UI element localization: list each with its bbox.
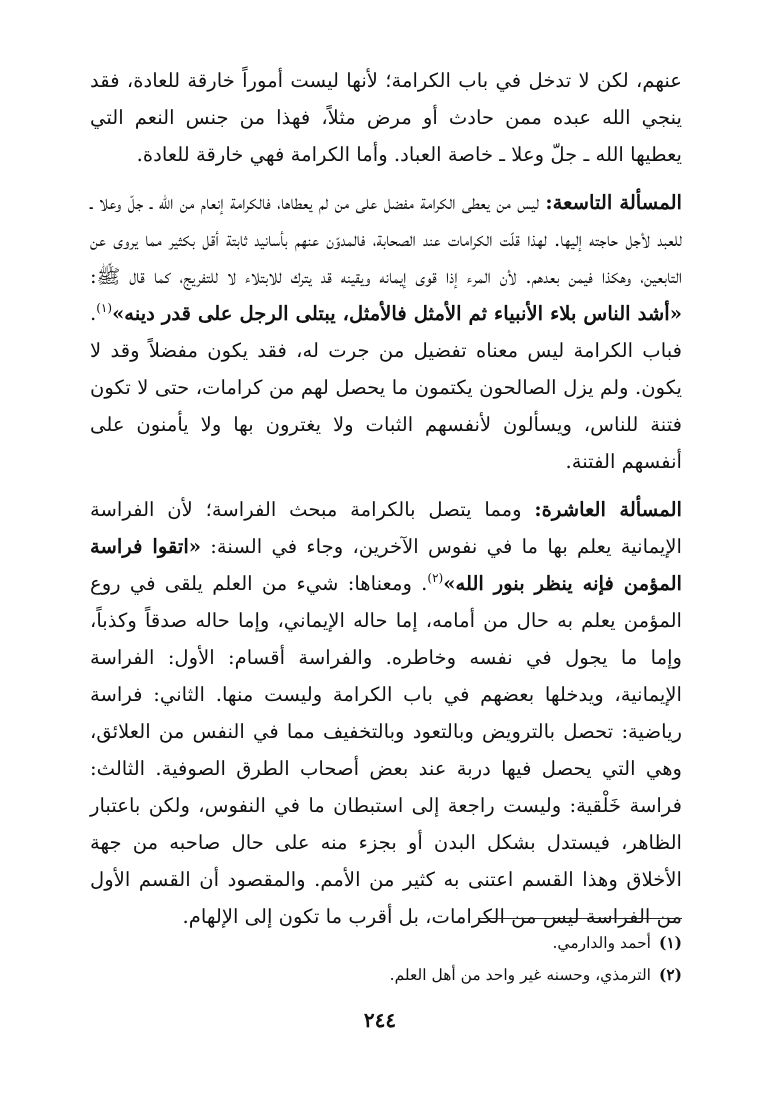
footnote-divider <box>478 918 682 919</box>
page-number: ٢٤٤ <box>363 1008 397 1032</box>
paragraph-1-text: عنهم، لكن لا تدخل في باب الكرامة؛ لأنها ليست أموراً خارقة للعادة، فقد ينجي الله عبده ممن حادث أو مرض مثلاً، فهذا من جنس النعم التي يعطيها الله ـ جلّ وعلا ـ خاصة العباد. وأما الكرامة فهي خارقة للعادة. <box>90 69 682 166</box>
paragraph-3 <box>90 491 682 935</box>
paragraph-2-text-a: ليس من يعطى الكرامة مفضل على من لم يعطاها، فالكرامة إنعام من الله ـ جلّ وعلا ـ للعبد لأجل حاجته إليها. لهذا قلّت الكرامات عند الصحابة، فالمدوّن عنهم بأسانيد ثابتة أقل بكثير مما يروى عن التابعين، وهكذا فيمن بعدهم. لأن المرء إذا قوى إيمانه ويقينه قد يترك للابتلاء لا للتفريج، كما قال ﷺ: <box>90 191 682 288</box>
paragraph-2 <box>90 184 682 480</box>
footnote-1 <box>90 927 682 959</box>
section-heading-ninth: المسألة التاسعة: <box>545 191 682 214</box>
footnote-1-text: أحمد والدارمي. <box>552 934 651 952</box>
footnote-1-number: (١) <box>658 933 682 952</box>
hadith-quote-2: «اتقوا فراسة المؤمن فإنه ينظر بنور الله» <box>90 535 682 595</box>
paragraph-1 <box>90 62 682 173</box>
footnote-ref-1: (١) <box>96 301 113 315</box>
paragraph-3-text-a: ومما يتصل بالكرامة مبحث الفراسة؛ لأن الفراسة الإيمانية يعلم بها ما في نفوس الآخرين، وجاء في السنة: <box>90 498 682 558</box>
page-body <box>90 62 682 935</box>
footnotes <box>90 927 682 991</box>
footnote-2-number: (٢) <box>658 965 682 984</box>
footnote-ref-2: (٢) <box>427 571 444 585</box>
paragraph-3-text-b: . ومعناها: شيء من العلم يلقى في روع المؤمن يعلم به حال من أمامه، إما حاله الإيماني، وإما حاله صدقاً وكذباً، وإما ما يجول في نفسه وخاطره. والفراسة أقسام: الأول: الفراسة الإيمانية، ويدخلها بعضهم في باب الكرامة وليست منها. الثاني: فراسة رياضية: تحصل بالترويض وبالتعود وبالتخفيف مما في النفس من العلائق، وهي التي يحصل فيها دربة عند بعض أصحاب الطرق الصوفية. الثالث: فراسة خَلْقية: وليست راجعة إلى استبطان ما في النفوس، ولكن باعتبار الظاهر، فيستدل بشكل البدن أو بجزء منه على حال صاحبه من جهة الأخلاق وهذا القسم اعتنى به كثير من الأمم. والمقصود أن القسم الأول من الفراسة ليس من الكرامات، بل أقرب ما تكون إلى الإلهام. <box>90 572 682 928</box>
hadith-quote-1: «أشد الناس بلاء الأنبياء ثم الأمثل فالأمثل، يبتلى الرجل على قدر دينه» <box>112 302 682 325</box>
paragraph-2-text-b: . فباب الكرامة ليس معناه تفضيل من جرت له، فقد يكون مفضلاً وقد لا يكون. ولم يزل الصالحون يكتمون ما يحصل لهم من كرامات، حتى لا تكون فتنة للناس، ويسألون لأنفسهم الثبات ولا يغترون بها ولا يأمنون على أنفسهم الفتنة. <box>90 302 682 473</box>
section-heading-tenth: المسألة العاشرة: <box>534 498 682 521</box>
footnote-2-text: الترمذي، وحسنه غير واحد من أهل العلم. <box>389 966 651 984</box>
footnote-2 <box>90 959 682 991</box>
